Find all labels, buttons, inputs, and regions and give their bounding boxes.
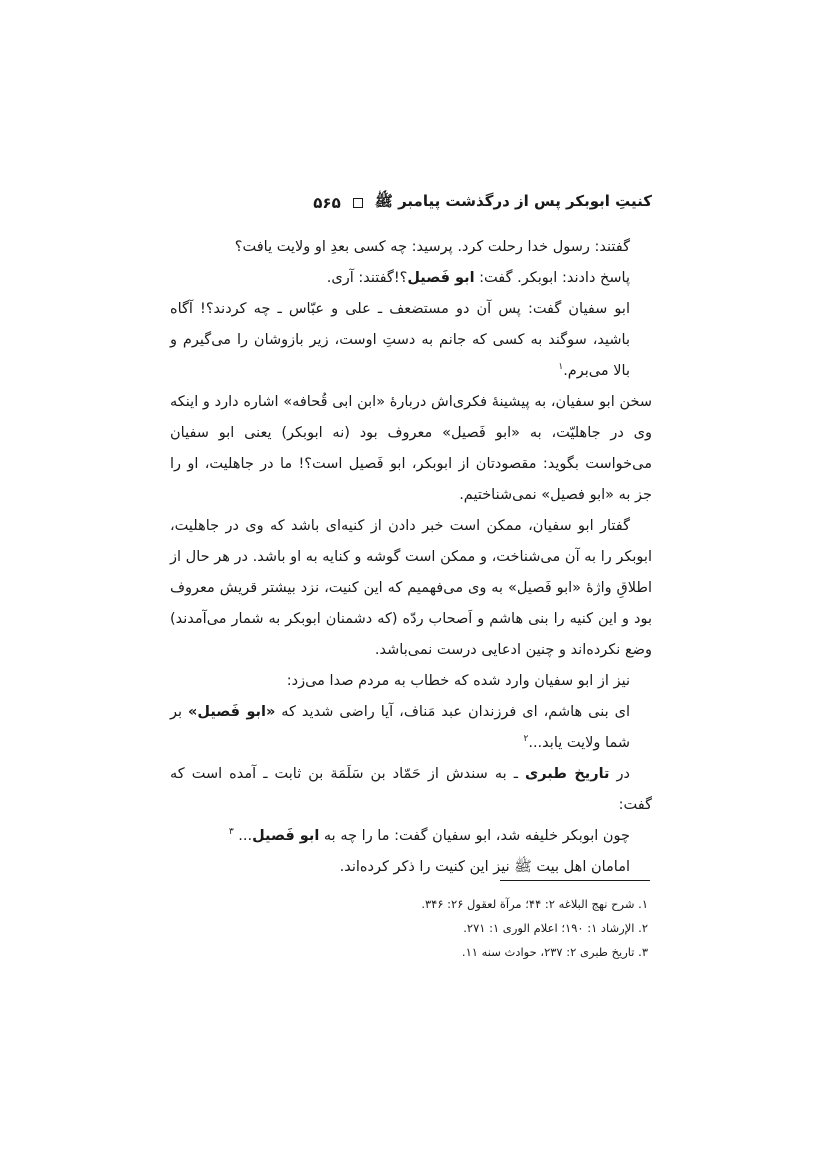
quote-paragraph: ابو سفیان گفت: پس آن دو مستضعف ـ علی و عبّاس ـ چه کردند؟! آگاه باشید، سوگند به کسی که جانم به دستِ اوست، زیر بازوشان را می‌گیرم و بالا می‌برم.$^۱$ (170, 301, 630, 379)
page-number: ۵۶۵ (313, 194, 341, 212)
footnote: ۳. تاریخ طبری ۲: ۲۳۷، حوادث سنه ۱۱. (461, 945, 648, 959)
footnotes (170, 892, 652, 964)
paragraph: سخن ابو سفیان، به پیشینهٔ فکری‌اش دربارهٔ «ابن ابی قُحافه» اشاره دارد و اینکه وی در جاهلیّت، به «ابو فَصیل» معروف بود (نه ابوبکر) یعنی ابو سفیان می‌خواست بگوید: مقصودتان از ابوبکر، ابو فَصیل است؟! ما در جاهلیت، او را جز به «ابو فصیل» نمی‌شناختیم. (170, 394, 652, 503)
footnote-divider (500, 880, 650, 881)
footnote-marker: ۱ (558, 362, 564, 373)
main-text (170, 232, 652, 883)
footnote: ۲. الإرشاد ۱: ۱۹۰؛ اعلام الوری ۱: ۲۷۱. (463, 921, 648, 935)
quote-line: چون ابوبکر خلیفه شد، ابو سفیان گفت: ما را چه به ابو فَصیل... $^۳$ (228, 827, 630, 844)
paragraph: نیز از ابو سفیان وارد شده که خطاب به مردم صدا می‌زد: (286, 673, 630, 689)
quote-line: امامان اهل بیت ﷺ نیز این کنیت را ذکر کرده‌اند. (339, 859, 630, 875)
bold-term: ابو فَصیل (407, 270, 475, 286)
quote-paragraph: ای بنی هاشم، ای فرزندان عبد مَناف، آیا راضی شدید که «ابو فَصیل» بر شما ولایت یابد...$^۲$ (170, 704, 630, 751)
quote-line: پاسخ دادند: ابوبکر. گفت: ابو فَصیل؟!گفتند: آری. (326, 270, 630, 286)
footnote-marker: ۳ (228, 827, 234, 838)
square-ornament-icon (353, 198, 363, 208)
paragraph: گفتار ابو سفیان، ممکن است خبر دادن از کنیه‌ای باشد که وی در جاهلیت، ابوبکر را به آن می‌شناخت، و ممکن است گوشه و کنایه به او باشد. در هر حال از اطلاقِ واژهٔ «ابو فَصیل» به وی می‌فهمیم که این کنیت، نزد بیشتر قریش معروف بود و این کنیه را بنی هاشم و اَصحاب ردّه (که دشمنان ابوبکر به شمار می‌آمدند) وضع نکرده‌اند و چنین ادعایی درست نمی‌باشد. (170, 518, 652, 658)
bold-term: «ابو فَصیل» (188, 704, 276, 720)
paragraph: در تاریخ طبری ـ به سندش از حَمّاد بن سَلَمَة بن ثابت ـ آمده است که گفت: (170, 766, 652, 813)
bold-term: ابو فَصیل (252, 828, 320, 844)
running-title: کنیتِ ابوبکر پس از درگذشت پیامبر ﷺ (374, 192, 652, 210)
quote-line: گفتند: رسول خدا رحلت کرد. پرسید: چه کسی بعدِ او ولایت یافت؟ (234, 239, 630, 255)
running-header (170, 190, 652, 216)
footnote-marker: ۲ (523, 734, 529, 745)
footnote: ۱. شرح نهج البلاغه ۲: ۴۴؛ مرآة لعقول ۲۶: ۳۴۶. (421, 897, 648, 911)
bold-term: تاریخ طبری (524, 766, 610, 782)
